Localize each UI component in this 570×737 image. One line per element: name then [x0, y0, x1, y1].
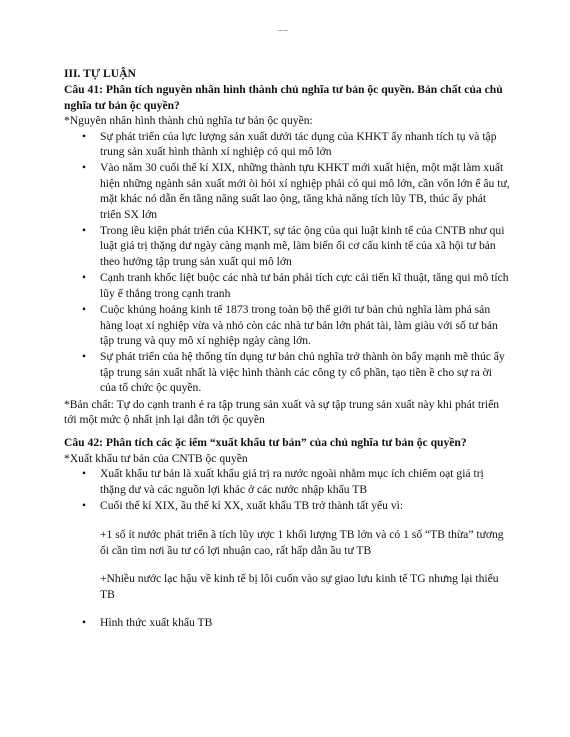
- bullet-icon: •: [82, 350, 87, 364]
- list-item: • Cuộc khủng hoảng kinh tế 1873 trong toàn bộ thế giới tư bản chủ nghĩa làm phá sản hàng loạt xí nghiệp vừa và nhỏ còn các nhà tư bản lớn phát tài, làm giàu với số tư bản tập trung và quy mô xí nghiệp ngày càng lớn.: [82, 303, 498, 347]
- document-content: [64, 66, 510, 631]
- question-42-title: Câu 42: Phân tích các ặc iểm “xuất khẩu tư bản” của chủ nghĩa tư bản ộc quyền?: [64, 436, 467, 450]
- question-42-reason-1: +1 số ít nước phát triển ã tích lũy ược 1 khối lượng TB lớn và có 1 số “TB thừa” tương ối cần tìm nơi ầu tư có lợi nhuận cao, rất hấp dẫn ầu tư TB: [100, 528, 504, 557]
- question-41-essence: *Bản chất: Tự do cạnh tranh ẻ ra tập trung sản xuất và sự tập trung sản xuất này khi phát triển tới một mức ộ nhất ịnh lại dẫn tới ộc quyền: [64, 397, 500, 426]
- bullet-icon: •: [82, 467, 87, 481]
- list-item: • Sự phát triển của lực lượng sản xuất dưới tác dụng của KHKT ẩy nhanh tích tụ và tập trung sản xuất hình thành xí nghiệp có qui mô lớn: [82, 129, 497, 159]
- bullet-icon: •: [82, 129, 87, 143]
- header-mark: __: [278, 22, 289, 32]
- list-item: • Hình thức xuất khẩu TB: [82, 616, 213, 629]
- bullet-icon: •: [82, 616, 87, 629]
- bullet-icon: •: [82, 161, 87, 175]
- list-item: • Vào năm 30 cuối thế kỉ XIX, những thành tựu KHKT mới xuất hiện, một mặt làm xuất hiện những ngành sản xuất mới òi hỏi xí nghiệp phải có qui mô lớn, cần vốn lớn ể âu tư, mặt khác nó dẫn ến tăng năng suất lao ộng, tăng khả năng tích lũy TB, thúc ẩy phát triển SX lớn: [82, 161, 510, 221]
- bullet-icon: •: [82, 224, 87, 238]
- bullet-icon: •: [82, 498, 87, 512]
- list-item: • Cuối thế kỉ XIX, ầu thế kỉ XX, xuất khẩu TB trở thành tất yếu vì:: [82, 498, 404, 512]
- list-item: • Trong iều kiện phát triển của KHKT, sự tác ộng của qui luật kinh tế của CNTB như qui luật giá trị thặng dư ngày càng mạnh mẽ, làm biến ổi cơ cấu kinh tế của xã hội tư bản theo hướng tập trung sản xuất qui mô lớn: [82, 224, 505, 268]
- bullet-icon: •: [82, 303, 87, 317]
- bullet-icon: •: [82, 271, 87, 285]
- list-item: • Xuất khẩu tư bản là xuất khẩu giá trị ra nước ngoài nhằm mục ích chiếm oạt giá trị thặng dư và các nguồn lợi khác ở các nước nhập khẩu TB: [82, 467, 484, 496]
- question-41-cause-list: [64, 129, 510, 396]
- question-42-list: [64, 466, 510, 513]
- list-item: • Cạnh tranh khốc liệt buộc các nhà tư bản phải tích cực cải tiến kĩ thuật, tăng qui mô tích lũy ể thắng trong cạnh tranh: [82, 271, 509, 300]
- question-42-reason-2: +Nhiều nước lạc hậu về kinh tế bị lôi cuốn vào sự giao lưu kinh tế TG nhưng lại thiếu TB: [100, 572, 499, 601]
- section-title: III. TỰ LUẬN: [64, 67, 136, 80]
- question-41-title: Câu 41: Phân tích nguyên nhân hình thành chủ nghĩa tư bản ộc quyền. Bản chất của chủ nghĩa tư bản ộc quyền?: [64, 83, 503, 112]
- question-41-intro: *Nguyên nhân hình thành chủ nghĩa tư bản ộc quyền:: [64, 114, 313, 128]
- question-42-list-continued: [64, 615, 510, 630]
- list-item: • Sự phát triển của hệ thống tín dụng tư bản chủ nghĩa trở thành òn bẩy mạnh mẽ thúc ẩy tập trung sản xuất nhất là việc hình thành các công ty cổ phần, tạo tiền ề cho sự ra ời của tổ chức ộc quyền.: [82, 350, 505, 395]
- question-42-intro: *Xuất khẩu tư bản của CNTB ộc quyền: [64, 451, 248, 465]
